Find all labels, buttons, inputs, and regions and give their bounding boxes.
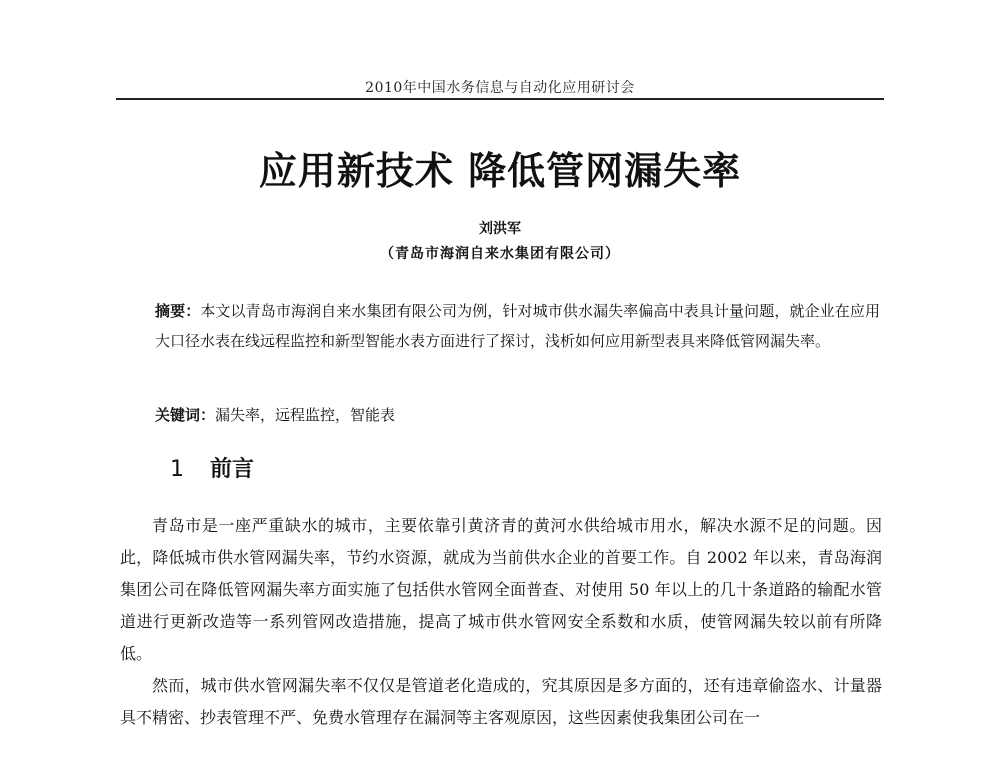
abstract-text: 本文以青岛市海润自来水集团有限公司为例，针对城市供水漏失率偏高中表具计量问题，就企业在应用大口径水表在线远程监控和新型智能水表方面进行了探讨，浅析如何应用新型表具来降低管网漏失率。 [155,302,880,350]
keywords-text: 漏失率，远程监控，智能表 [215,406,396,424]
paper-title: 应用新技术 降低管网漏失率 [258,148,742,193]
abstract-label: 摘要： [155,302,201,320]
keywords-label: 关键词： [155,406,216,424]
author-name: 刘洪军 [479,221,521,237]
section-body [120,510,882,734]
body-paragraph: 青岛市是一座严重缺水的城市，主要依靠引黄济青的黄河水供给城市用水，解决水源不足的问题。因此，降低城市供水管网漏失率，节约水资源，就成为当前供水企业的首要工作。自 2002 年以来，青岛海润集团公司在降低管网漏失率方面实施了包括供水管网全面普查、对使用 50 年以上的几十条道路的输配水管道进行更新改造等一系列管网改造措施，提高了城市供水管网安全系数和水质，使管网漏失较以前有所降低。 [120,516,882,663]
author-affiliation: （青岛市海润自来水集团有限公司） [380,246,620,262]
section-number: 1 [170,457,184,482]
header-divider [116,98,884,100]
abstract [155,296,880,356]
section-heading [170,452,254,483]
body-paragraph: 然而，城市供水管网漏失率不仅仅是管道老化造成的，究其原因是多方面的，还有违章偷盗水、计量器具不精密、抄表管理不严、免费水管理存在漏洞等主客观原因，这些因素使我集团公司在一 [120,676,882,727]
running-header: 2010年中国水务信息与自动化应用研讨会 [365,80,635,96]
section-title: 前言 [210,457,255,482]
keywords [155,400,880,430]
